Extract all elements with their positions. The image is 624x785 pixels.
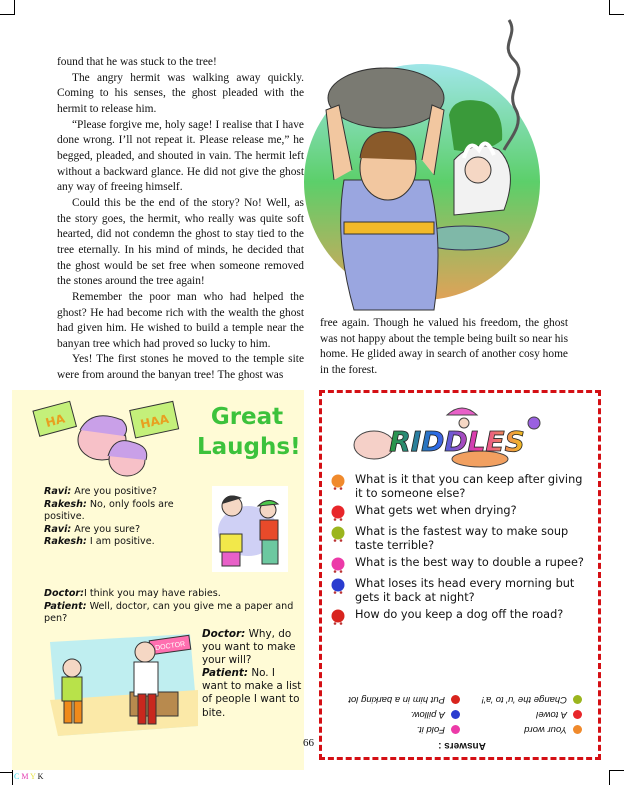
riddle-item (330, 525, 588, 552)
answer-bullet-icon (573, 710, 582, 719)
cartoon-bullet-icon (330, 578, 346, 594)
doctor-sign-text: DOCTOR (154, 640, 186, 653)
boulder (328, 68, 444, 128)
riddle-text: What is the fastest way to make soup taste terrible? (355, 525, 569, 552)
answers-column-1 (467, 690, 582, 735)
cmyk-c: C (14, 772, 20, 781)
dialogue: Well, doctor, can you give me a paper and pen? (44, 600, 294, 625)
dialogue: Why, do you want to make your will? (202, 628, 296, 667)
speaker: Rakesh: (44, 536, 87, 548)
riddle-answers-upside-down (342, 671, 582, 751)
answer-text: Fold it. (416, 724, 445, 735)
page-number: 66 (303, 737, 314, 749)
laughing-kids-illustration (32, 398, 182, 478)
speaker: Rakesh: (44, 498, 87, 510)
answer-bullet-icon (573, 695, 582, 704)
answer-bullet-icon (451, 695, 460, 704)
speaker: Doctor: (44, 588, 84, 599)
speaker: Patient: (202, 667, 249, 680)
title-line-1: Great (210, 404, 284, 430)
riddles-logo-text: RIDDLES (389, 425, 525, 458)
answer-item (467, 694, 582, 705)
speaker: Patient: (44, 600, 87, 612)
riddle-list (330, 473, 588, 629)
story-paragraph: Could this be the end of the story? No! Well, as the story goes, the hermit, who really was quite soft hearted, did not condemn the ghost to stay tied to the tree eternally. In his mind of minds, he decided that the ghost would be set free when someone removed the stones around the tree again! (57, 196, 304, 288)
answer-text: Put him in a barking lot (348, 694, 445, 705)
riddle-item (330, 473, 588, 500)
cartoon-bullet-icon (330, 557, 346, 573)
answer-item (345, 724, 460, 735)
story-paragraph: found that he was stuck to the tree! (57, 56, 217, 68)
cmyk-print-marks (14, 772, 43, 781)
answer-bullet-icon (451, 710, 460, 719)
cartoon-bullet-icon (330, 526, 346, 542)
joke-will (202, 628, 302, 720)
speaker: Ravi: (44, 523, 72, 535)
answer-item (467, 724, 582, 735)
joke-line (202, 667, 302, 719)
dialogue: I think you may have rabies. (84, 588, 221, 599)
joke-line (44, 601, 306, 626)
crop-mark-top-right (609, 0, 624, 15)
hermit-head (465, 157, 491, 183)
joke-line (44, 536, 214, 549)
doctor-patient-illustration (50, 630, 198, 738)
cartoon-bullet-icon (330, 474, 346, 490)
riddle-item (330, 577, 588, 604)
joke-line (44, 588, 306, 601)
title-line-2: Laughs! (197, 434, 301, 460)
cmyk-y: Y (30, 772, 36, 781)
riddle-item (330, 608, 588, 625)
story-paragraph: free again. Though he valued his freedom, the ghost was not happy about the temple being built so near his home. He glided away in search of another cosy home in the forest. (320, 317, 569, 376)
crop-mark-top-left (0, 0, 15, 15)
riddle-text: How do you keep a dog off the road? (355, 608, 564, 621)
dialogue: I am positive. (86, 536, 155, 548)
joke-ravi-rakesh (44, 486, 214, 549)
riddle-text: What loses its head every morning but gets it back at night? (355, 577, 575, 604)
story-paragraph: “Please forgive me, holy sage! I realise that I have done wrong. I’ll not repeat it. Please release me,” he begged, pleaded, and shouted in vain. The hermit left without a backward glance. He did not give the ghost any way of freeing himself. (57, 118, 304, 194)
haa-sign-text: HAA (139, 411, 171, 432)
answer-item (467, 709, 582, 720)
riddles-panel (319, 390, 601, 760)
answer-bullet-icon (573, 725, 582, 734)
joke-line (44, 524, 214, 537)
cartoon-bullet-icon (330, 609, 346, 625)
riddles-logo (352, 401, 552, 471)
story-paragraph: Yes! The first stones he moved to the temple site were from around the banyan tree! The ghost was (57, 353, 304, 382)
story-paragraph: The angry hermit was walking away quickly. Coming to his senses, the ghost pleaded with the hermit to release him. (57, 71, 304, 115)
crop-mark-bottom-right (609, 770, 624, 785)
joke-rabies (44, 588, 306, 626)
answers-title: Answers : (438, 740, 486, 751)
registration-mark (12, 770, 13, 784)
answer-text: Change the 'u' to 'a'! (481, 694, 567, 705)
dialogue: No, only fools are positive. (44, 498, 174, 523)
answer-bullet-icon (451, 725, 460, 734)
riddle-text: What gets wet when drying? (355, 504, 517, 517)
hermit-and-man-illustration (304, 10, 544, 316)
man-sash (344, 222, 434, 234)
answer-text: A towel (536, 709, 567, 720)
story-text-right-column (320, 316, 568, 379)
riddle-text: What is the best way to double a rupee? (355, 556, 584, 569)
speaker: Ravi: (44, 486, 72, 497)
two-boys-illustration (212, 486, 288, 572)
riddle-item (330, 504, 588, 521)
answer-item (345, 694, 460, 705)
dialogue: No. I want to make a list of people I want to bite. (202, 667, 302, 719)
great-laughs-panel (12, 390, 304, 770)
joke-line (44, 486, 214, 499)
riddle-item (330, 556, 588, 573)
joke-line (202, 628, 302, 667)
riddle-text: What is it that you can keep after giving it to someone else? (355, 473, 583, 500)
dialogue: Are you sure? (71, 523, 141, 535)
cmyk-m: M (21, 772, 29, 781)
speaker: Doctor: (202, 628, 246, 640)
cmyk-k: K (37, 772, 44, 781)
answer-text: Your word (524, 724, 567, 735)
joke-line (44, 499, 214, 524)
answers-column-2 (345, 690, 460, 735)
answer-text: A pillow. (410, 709, 445, 720)
cartoon-bullet-icon (330, 505, 346, 521)
answer-item (345, 709, 460, 720)
story-text-left-column (57, 55, 304, 384)
ha-sign-text: HA (44, 411, 67, 430)
dialogue: Are you positive? (71, 486, 157, 497)
great-laughs-title (197, 402, 301, 462)
story-paragraph: Remember the poor man who had helped the ghost? He had become rich with the wealth the ghost had given him. He wished to build a temple near the banyan tree which had proved so lucky to him. (57, 290, 304, 350)
